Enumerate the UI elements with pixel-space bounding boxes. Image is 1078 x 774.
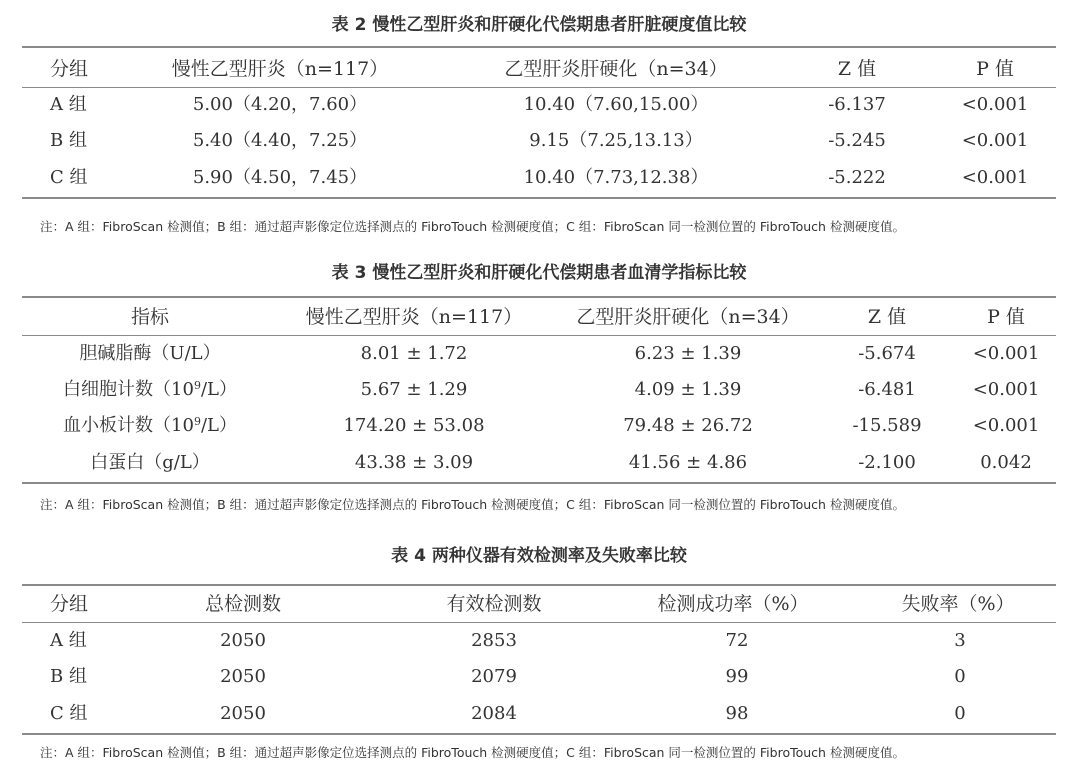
row-label: B 组 xyxy=(50,666,87,687)
cell-cirrhosis: 10.40（7.73,12.38） xyxy=(523,167,709,188)
table2-header-row xyxy=(0,51,1078,87)
cell-chb: 174.20 ± 53.08 xyxy=(343,415,485,436)
cell-failure-rate: 3 xyxy=(954,630,966,651)
row-label: 白细胞计数$(10^9/L)$ xyxy=(63,379,237,400)
table-row xyxy=(0,123,1078,159)
cell-total: 2050 xyxy=(220,630,266,651)
table4-caption: 表 4 两种仪器有效检测率及失败率比较 xyxy=(391,546,687,566)
row-label: A 组 xyxy=(50,630,87,651)
row-label: C 组 xyxy=(50,167,88,188)
cell-p: 0.042 xyxy=(980,452,1032,473)
table3-top-rule xyxy=(22,296,1056,298)
cell-chb: 8.01 ± 1.72 xyxy=(360,343,468,364)
cell-failure-rate: 0 xyxy=(954,666,966,687)
cell-total: 2050 xyxy=(220,703,266,724)
table-row xyxy=(0,336,1078,372)
table4-header-success-rate: 检测成功率（%） xyxy=(657,593,809,615)
table-row xyxy=(0,87,1078,123)
table2-bottom-rule xyxy=(22,197,1056,199)
cell-valid: 2853 xyxy=(471,630,517,651)
table4-note: 注：A 组：FibroScan 检测值；B 组：通过超声影像定位选择测点的 FibroTouch 检测硬度值；C 组：FibroScan 同一检测位置的 FibroTouch 检测硬度值。 xyxy=(40,745,905,760)
cell-z: -15.589 xyxy=(852,415,922,436)
table3-header-z: Z 值 xyxy=(867,306,907,328)
table4-bottom-rule xyxy=(22,733,1056,735)
table4-header-valid: 有效检测数 xyxy=(446,593,542,615)
row-label: B 组 xyxy=(50,130,87,151)
table-row xyxy=(0,659,1078,695)
table2-header-z: Z 值 xyxy=(837,58,877,80)
cell-cirrhosis: 41.56 ± 4.86 xyxy=(628,452,748,473)
cell-z: -6.137 xyxy=(828,94,886,115)
cell-p: <0.001 xyxy=(961,167,1029,188)
cell-success-rate: 99 xyxy=(725,666,749,687)
cell-total: 2050 xyxy=(220,666,266,687)
row-label: C 组 xyxy=(50,703,88,724)
table2-top-rule xyxy=(22,46,1056,48)
cell-p: <0.001 xyxy=(961,130,1029,151)
cell-z: -2.100 xyxy=(858,452,916,473)
cell-cirrhosis: 10.40（7.60,15.00） xyxy=(523,94,709,115)
cell-cirrhosis: 6.23 ± 1.39 xyxy=(634,343,742,364)
cell-chb: 43.38 ± 3.09 xyxy=(354,452,474,473)
table3-header-indicator: 指标 xyxy=(130,306,170,328)
cell-chb: 5.90（4.50，7.45） xyxy=(192,167,368,188)
cell-failure-rate: 0 xyxy=(954,703,966,724)
table-row xyxy=(0,696,1078,732)
row-label: 血小板计数$(10^9/L)$ xyxy=(63,415,237,436)
cell-success-rate: 72 xyxy=(725,630,749,651)
table-row xyxy=(0,160,1078,196)
cell-p: <0.001 xyxy=(972,415,1040,436)
row-label: 胆碱脂酶（U/L） xyxy=(79,343,221,364)
table2-caption: 表 2 慢性乙型肝炎和肝硬化代偿期患者肝脏硬度值比较 xyxy=(331,15,747,35)
table-row xyxy=(0,445,1078,481)
cell-chb: 5.00（4.20，7.60） xyxy=(192,94,368,115)
row-label: A 组 xyxy=(50,94,87,115)
cell-z: -6.481 xyxy=(858,379,916,400)
table2-header-p: P 值 xyxy=(976,58,1014,80)
cell-z: -5.222 xyxy=(828,167,886,188)
table4-header-row xyxy=(0,586,1078,622)
table3-header-chb: 慢性乙型肝炎（n=117） xyxy=(305,306,523,328)
table3-caption: 表 3 慢性乙型肝炎和肝硬化代偿期患者血清学指标比较 xyxy=(331,263,747,283)
cell-cirrhosis: 4.09 ± 1.39 xyxy=(634,379,742,400)
table-row xyxy=(0,623,1078,659)
table3-note: 注：A 组：FibroScan 检测值；B 组：通过超声影像定位选择测点的 FibroTouch 检测硬度值；C 组：FibroScan 同一检测位置的 FibroTouch 检测硬度值。 xyxy=(40,497,905,512)
cell-valid: 2084 xyxy=(471,703,517,724)
table2-header-chb: 慢性乙型肝炎（n=117） xyxy=(171,58,389,80)
cell-success-rate: 98 xyxy=(725,703,749,724)
cell-chb: 5.40（4.40，7.25） xyxy=(192,130,368,151)
table2-note: 注：A 组：FibroScan 检测值；B 组：通过超声影像定位选择测点的 FibroTouch 检测硬度值；C 组：FibroScan 同一检测位置的 FibroTouch 检测硬度值。 xyxy=(40,219,905,234)
table2-header-group: 分组 xyxy=(50,58,89,80)
row-label: 白蛋白（g/L） xyxy=(90,452,210,473)
cell-z: -5.674 xyxy=(858,343,916,364)
table-row xyxy=(0,408,1078,444)
cell-cirrhosis: 9.15（7.25,13.13） xyxy=(529,130,703,151)
cell-p: <0.001 xyxy=(972,379,1040,400)
table3-header-cirrhosis: 乙型肝炎肝硬化（n=34） xyxy=(576,306,800,328)
table-row xyxy=(0,372,1078,408)
table3-bottom-rule xyxy=(22,482,1056,484)
cell-chb: 5.67 ± 1.29 xyxy=(360,379,468,400)
table4-header-total: 总检测数 xyxy=(204,593,282,615)
cell-cirrhosis: 79.48 ± 26.72 xyxy=(623,415,753,436)
cell-p: <0.001 xyxy=(961,94,1029,115)
table4-header-failure-rate: 失败率（%） xyxy=(901,593,1015,615)
cell-z: -5.245 xyxy=(828,130,886,151)
table2-header-cirrhosis: 乙型肝炎肝硬化（n=34） xyxy=(504,58,728,80)
table3-header-p: P 值 xyxy=(987,306,1025,328)
table3-header-row xyxy=(0,299,1078,335)
cell-p: <0.001 xyxy=(972,343,1040,364)
cell-valid: 2079 xyxy=(471,666,517,687)
table4-header-group: 分组 xyxy=(50,593,89,615)
